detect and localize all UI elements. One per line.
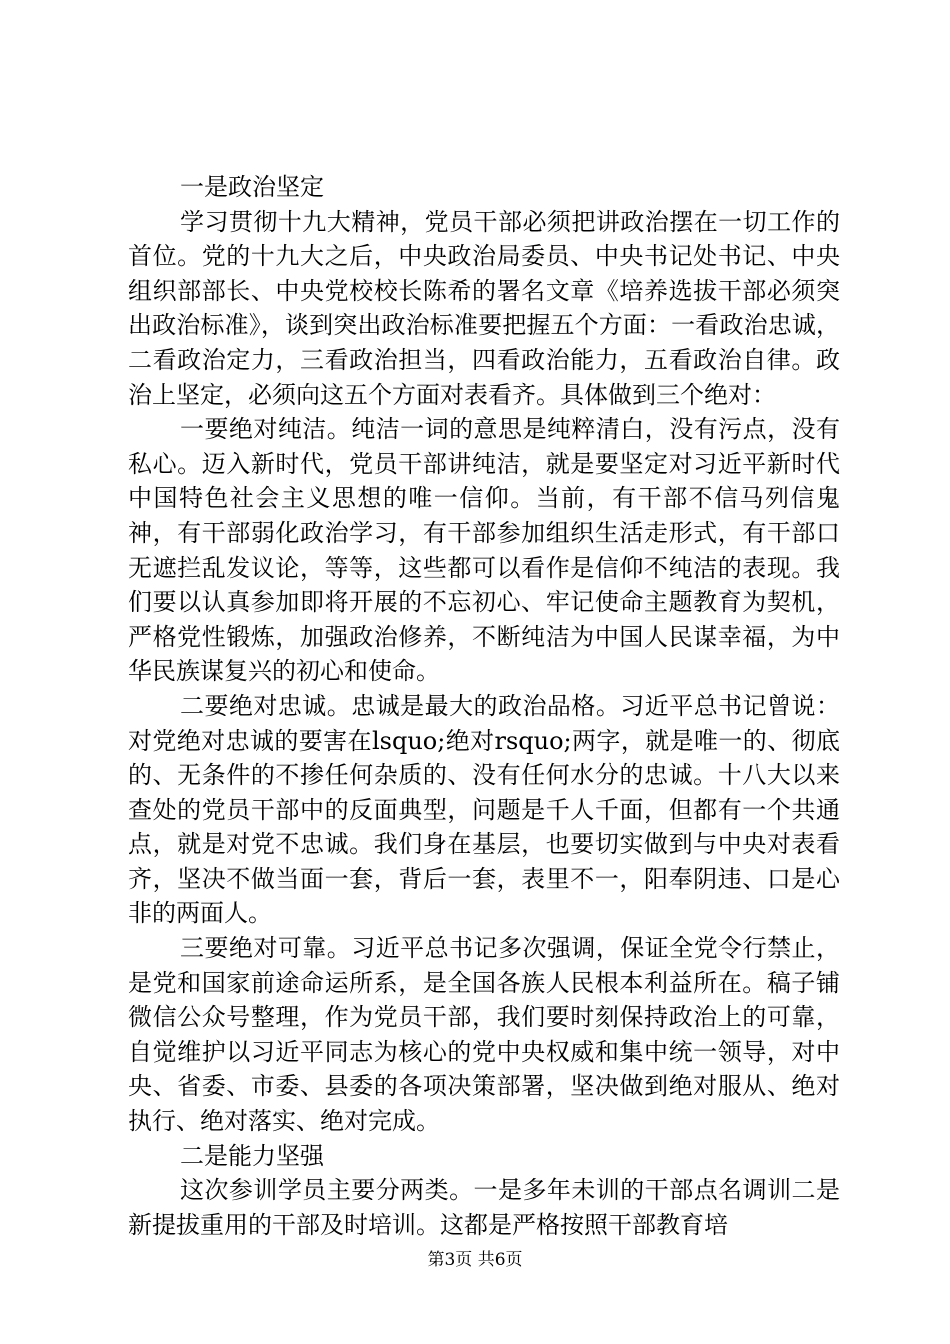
paragraph: 二要绝对忠诚。忠诚是最大的政治品格。习近平总书记曾说：对党绝对忠诚的要害在lsquo;绝对rsquo;两字，就是唯一的、彻底的、无条件的不掺任何杂质的、没有任何水分的忠诚。十八大以来查处的党员干部中的反面典型，问题是千人千面，但都有一个共通点，就是对党不忠诚。我们身在基层，也要切实做到与中央对表看齐，坚决不做当面一套，背后一套，表里不一，阳奉阴违、口是心非的两面人。 [128,691,840,928]
paragraph: 三要绝对可靠。习近平总书记多次强调，保证全党令行禁止，是党和国家前途命运所系，是全国各族人民根本利益所在。稿子铺微信公众号整理，作为党员干部，我们要时刻保持政治上的可靠，自觉维护以习近平同志为核心的党中央权威和集中统一领导，对中央、省委、市委、县委的各项决策部署，坚决做到绝对服从、绝对执行、绝对落实、绝对完成。 [128,934,840,1136]
paragraph: 学习贯彻十九大精神，党员干部必须把讲政治摆在一切工作的首位。党的十九大之后，中央政治局委员、中央书记处书记、中央组织部部长、中央党校校长陈希的署名文章《培养选拔干部必须突出政治标准》，谈到突出政治标准要把握五个方面：一看政治忠诚，二看政治定力，三看政治担当，四看政治能力，五看政治自律。政治上坚定，必须向这五个方面对表看齐。具体做到三个绝对： [128,207,840,409]
paragraph: 一要绝对纯洁。纯洁一词的意思是纯粹清白，没有污点，没有私心。迈入新时代，党员干部讲纯洁，就是要坚定对习近平新时代中国特色社会主义思想的唯一信仰。当前，有干部不信马列信鬼神，有干部弱化政治学习，有干部参加组织生活走形式，有干部口无遮拦乱发议论，等等，这些都可以看作是信仰不纯洁的表现。我们要以认真参加即将开展的不忘初心、牢记使命主题教育为契机，严格党性锻炼，加强政治修养，不断纯洁为中国人民谋幸福，为中华民族谋复兴的初心和使命。 [128,415,840,686]
section-heading: 一是政治坚定 [180,173,324,201]
section-heading: 二是能力坚强 [180,1141,324,1170]
page-footer: 第3页 共6页 [427,1250,523,1270]
paragraph: 这次参训学员主要分两类。一是多年未训的干部点名调训二是新提拔重用的干部及时培训。这都是严格按照干部教育培 [128,1176,840,1239]
document-body [128,170,840,1242]
